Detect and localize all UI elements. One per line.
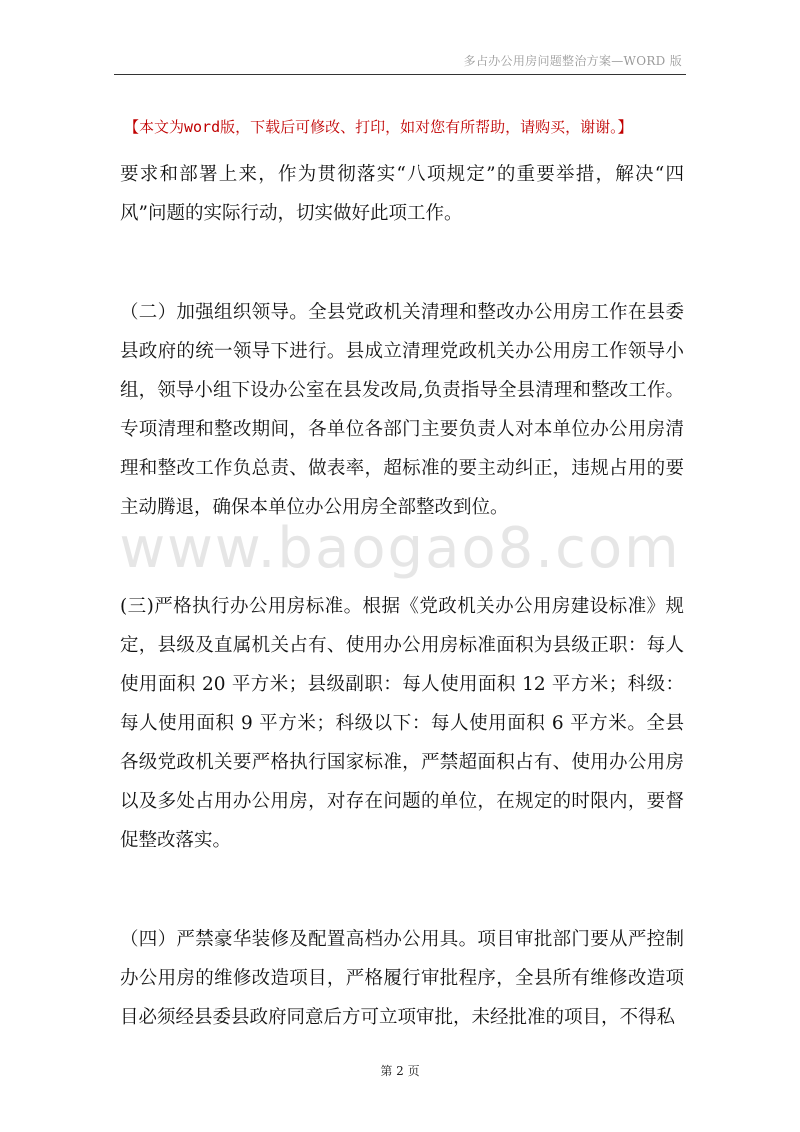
purchase-notice: 【本文为word版，下载后可修改、打印，如对您有所帮助，请购买，谢谢。】: [124, 118, 633, 136]
paragraph-4: （四）严禁豪华装修及配置高档办公用具。项目审批部门要从严控制办公用房的维修改造项目，严格履行审批程序，全县所有维修改造项目必须经县委县政府同意后方可立项审批，未经批准的项目，不得私: [120, 929, 684, 1028]
document-body: [120, 155, 684, 1037]
paragraph-3: (三)严格执行办公用房标准。根据《党政机关办公用房建设标准》规定，县级及直属机关占有、使用办公用房标准面积为县级正职：每人使用面积 20 平方米；县级副职：每人使用面积 12 平方米；科级：每人使用面积 9 平方米；科级以下：每人使用面积 6 平方米。全县各级党政机关要严格执行国家标准，严禁超面积占有、使用办公用房以及多处占用办公用房，对存在问题的单位，在规定的时限内，要督促整改落实。: [120, 596, 684, 851]
paragraph-1: 要求和部署上来，作为贯彻落实“八项规定”的重要举措，解决“四风”问题的实际行动，切实做好此项工作。: [120, 164, 684, 224]
watermark: www.baogao8.com: [119, 516, 681, 581]
paragraph-gap: [120, 233, 684, 293]
page-number: 第 2 页: [380, 1064, 420, 1078]
paragraph-2: （二）加强组织领导。全县党政机关清理和整改办公用房工作在县委县政府的统一领导下进行。县成立清理党政机关办公用房工作领导小组，领导小组下设办公室在县发改局,负责指导全县清理和整改工作。专项清理和整改期间，各单位各部门主要负责人对本单位办公用房清理和整改工作负总责、做表率，超标准的要主动纠正，违规占用的要主动腾退，确保本单位办公用房全部整改到位。: [120, 302, 684, 518]
header-rule: [114, 74, 686, 75]
header-title: 多占办公用房问题整治方案—WORD 版: [463, 54, 682, 68]
paragraph-gap: [120, 860, 684, 920]
paragraph-gap: [120, 527, 684, 587]
